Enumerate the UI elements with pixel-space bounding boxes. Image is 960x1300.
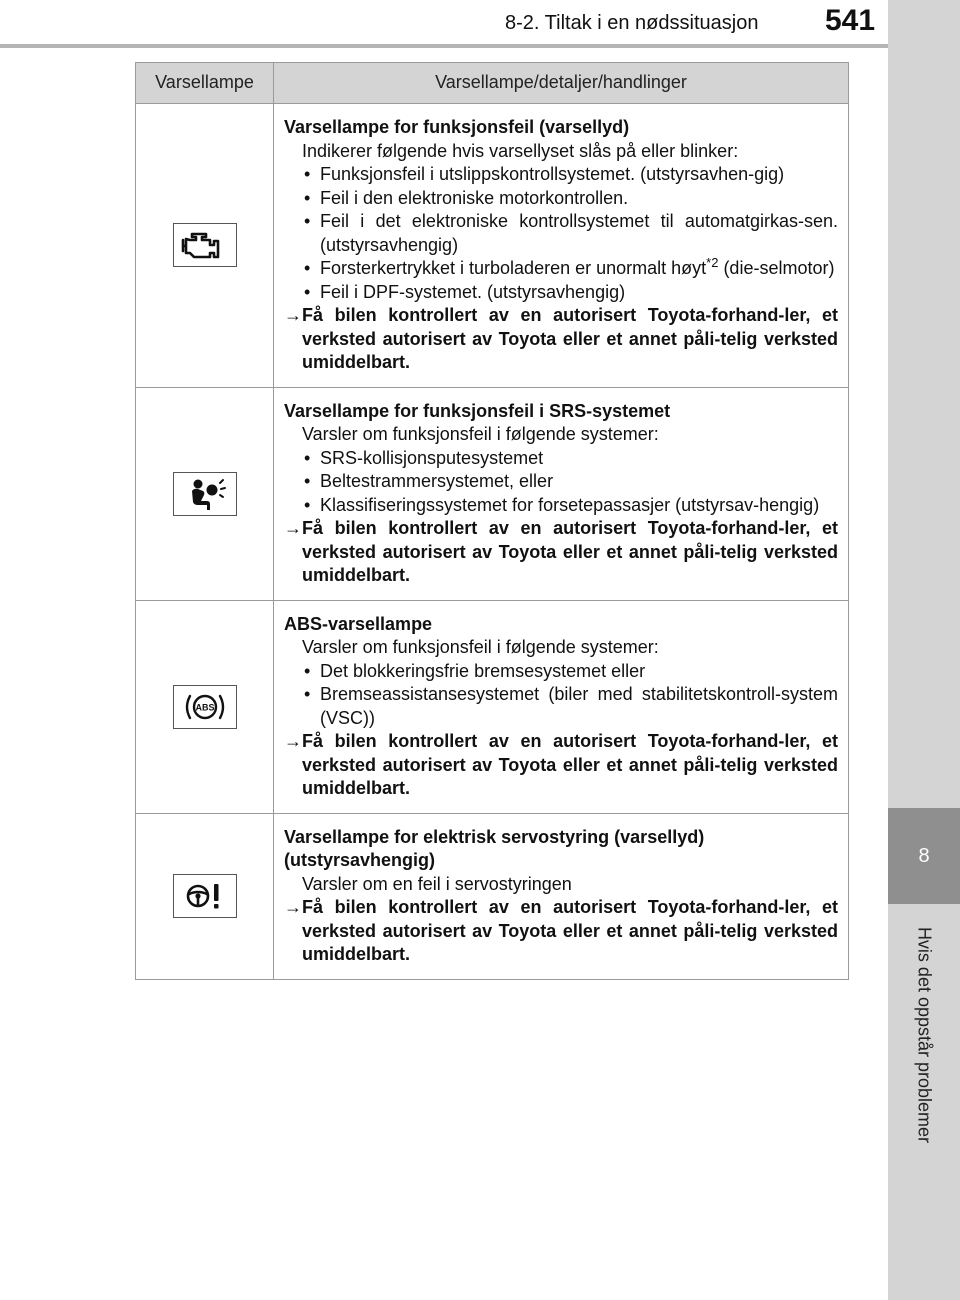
footnote-marker: *2 — [706, 255, 719, 270]
chapter-number: 8 — [888, 808, 960, 904]
airbag-icon — [173, 472, 237, 516]
action-label: Få bilen kontrollert av en autorisert Toyota-forhand-ler, et verksted autorisert av Toyota eller et annet påli-telig verksted umiddelbart. — [302, 518, 838, 585]
cause-list — [284, 163, 838, 304]
action-text — [284, 304, 838, 375]
list-item-tail: (die-selmotor) — [718, 258, 835, 278]
lamp-title: Varsellampe for funksjonsfeil i SRS-systemet — [284, 400, 671, 421]
list-item: • Feil i det elektroniske kontrollsystemet til automatgirkas-sen. (utstyrsavhengig) — [284, 210, 838, 257]
list-item: • Feil i den elektroniske motorkontrollen. — [284, 187, 838, 211]
page-number: 541 — [825, 4, 876, 37]
col-header-lamp: Varsellampe — [136, 63, 274, 104]
list-item — [284, 257, 838, 281]
list-item: • Klassifiseringssystemet for forsetepassasjer (utstyrsav-hengig) — [284, 494, 838, 518]
lamp-title: Varsellampe for elektrisk servostyring (varsellyd) (utstyrsavhengig) — [284, 826, 705, 870]
section-title: 8-2. Tiltak i en nødssituasjon — [505, 12, 759, 34]
list-item: • Funksjonsfeil i utslippskontrollsystemet. (utstyrsavhen-gig) — [284, 163, 838, 187]
header-rule — [0, 44, 888, 48]
arrow-right-icon: → — [284, 897, 302, 917]
power-steering-icon — [173, 874, 237, 918]
lamp-intro: Indikerer følgende hvis varsellyset slås på eller blinker: — [302, 140, 739, 161]
cause-list — [284, 447, 838, 518]
icon-cell — [136, 104, 274, 388]
lamp-intro: Varsler om en feil i servostyringen — [302, 873, 572, 894]
icon-cell — [136, 813, 274, 979]
list-item-text: Forsterkertrykket i turboladeren er unormalt høyt — [320, 258, 707, 278]
list-item: • Bremseassistansesystemet (biler med stabilitetskontroll-system (VSC)) — [284, 683, 838, 730]
col-header-details: Varsellampe/detaljer/handlinger — [274, 63, 849, 104]
table-header-row — [136, 63, 849, 104]
action-label: Få bilen kontrollert av en autorisert Toyota-forhand-ler, et verksted autorisert av Toyota eller et annet påli-telig verksted umiddelbart. — [302, 305, 838, 372]
lamp-title: Varsellampe for funksjonsfeil (varsellyd) — [284, 117, 630, 137]
engine-check-icon — [173, 223, 237, 267]
abs-icon-label: ABS — [194, 702, 215, 712]
action-label: Få bilen kontrollert av en autorisert Toyota-forhand-ler, et verksted autorisert av Toyota eller et annet påli-telig verksted umiddelbart. — [302, 897, 838, 964]
warning-lights-table — [135, 62, 849, 980]
description-cell — [274, 813, 849, 979]
side-tab — [888, 0, 960, 1300]
action-text — [284, 730, 838, 801]
list-item: • Beltestrammersystemet, eller — [284, 470, 838, 494]
action-text — [284, 896, 838, 967]
lamp-intro: Varsler om funksjonsfeil i følgende systemer: — [302, 424, 659, 444]
abs-icon — [173, 685, 237, 729]
table-row — [136, 104, 849, 388]
icon-cell — [136, 387, 274, 600]
table-row — [136, 813, 849, 979]
list-item: • Feil i DPF-systemet. (utstyrsavhengig) — [284, 281, 838, 305]
arrow-right-icon: → — [284, 305, 302, 325]
chapter-title: Hvis det oppstår problemer — [914, 926, 935, 1144]
list-item: • SRS-kollisjonsputesystemet — [284, 447, 838, 471]
action-text — [284, 517, 838, 588]
description-cell — [274, 387, 849, 600]
description-cell — [274, 104, 849, 388]
description-cell — [274, 600, 849, 813]
list-item: • Det blokkeringsfrie bremsesystemet eller — [284, 660, 838, 684]
lamp-title: ABS-varsellampe — [284, 613, 433, 634]
arrow-right-icon: → — [284, 518, 302, 538]
table-row — [136, 600, 849, 813]
lamp-intro: Varsler om funksjonsfeil i følgende systemer: — [302, 637, 659, 657]
icon-cell — [136, 600, 274, 813]
action-label: Få bilen kontrollert av en autorisert Toyota-forhand-ler, et verksted autorisert av Toyota eller et annet påli-telig verksted umiddelbart. — [302, 731, 838, 798]
arrow-right-icon: → — [284, 731, 302, 751]
cause-list — [284, 660, 838, 731]
table-row — [136, 387, 849, 600]
